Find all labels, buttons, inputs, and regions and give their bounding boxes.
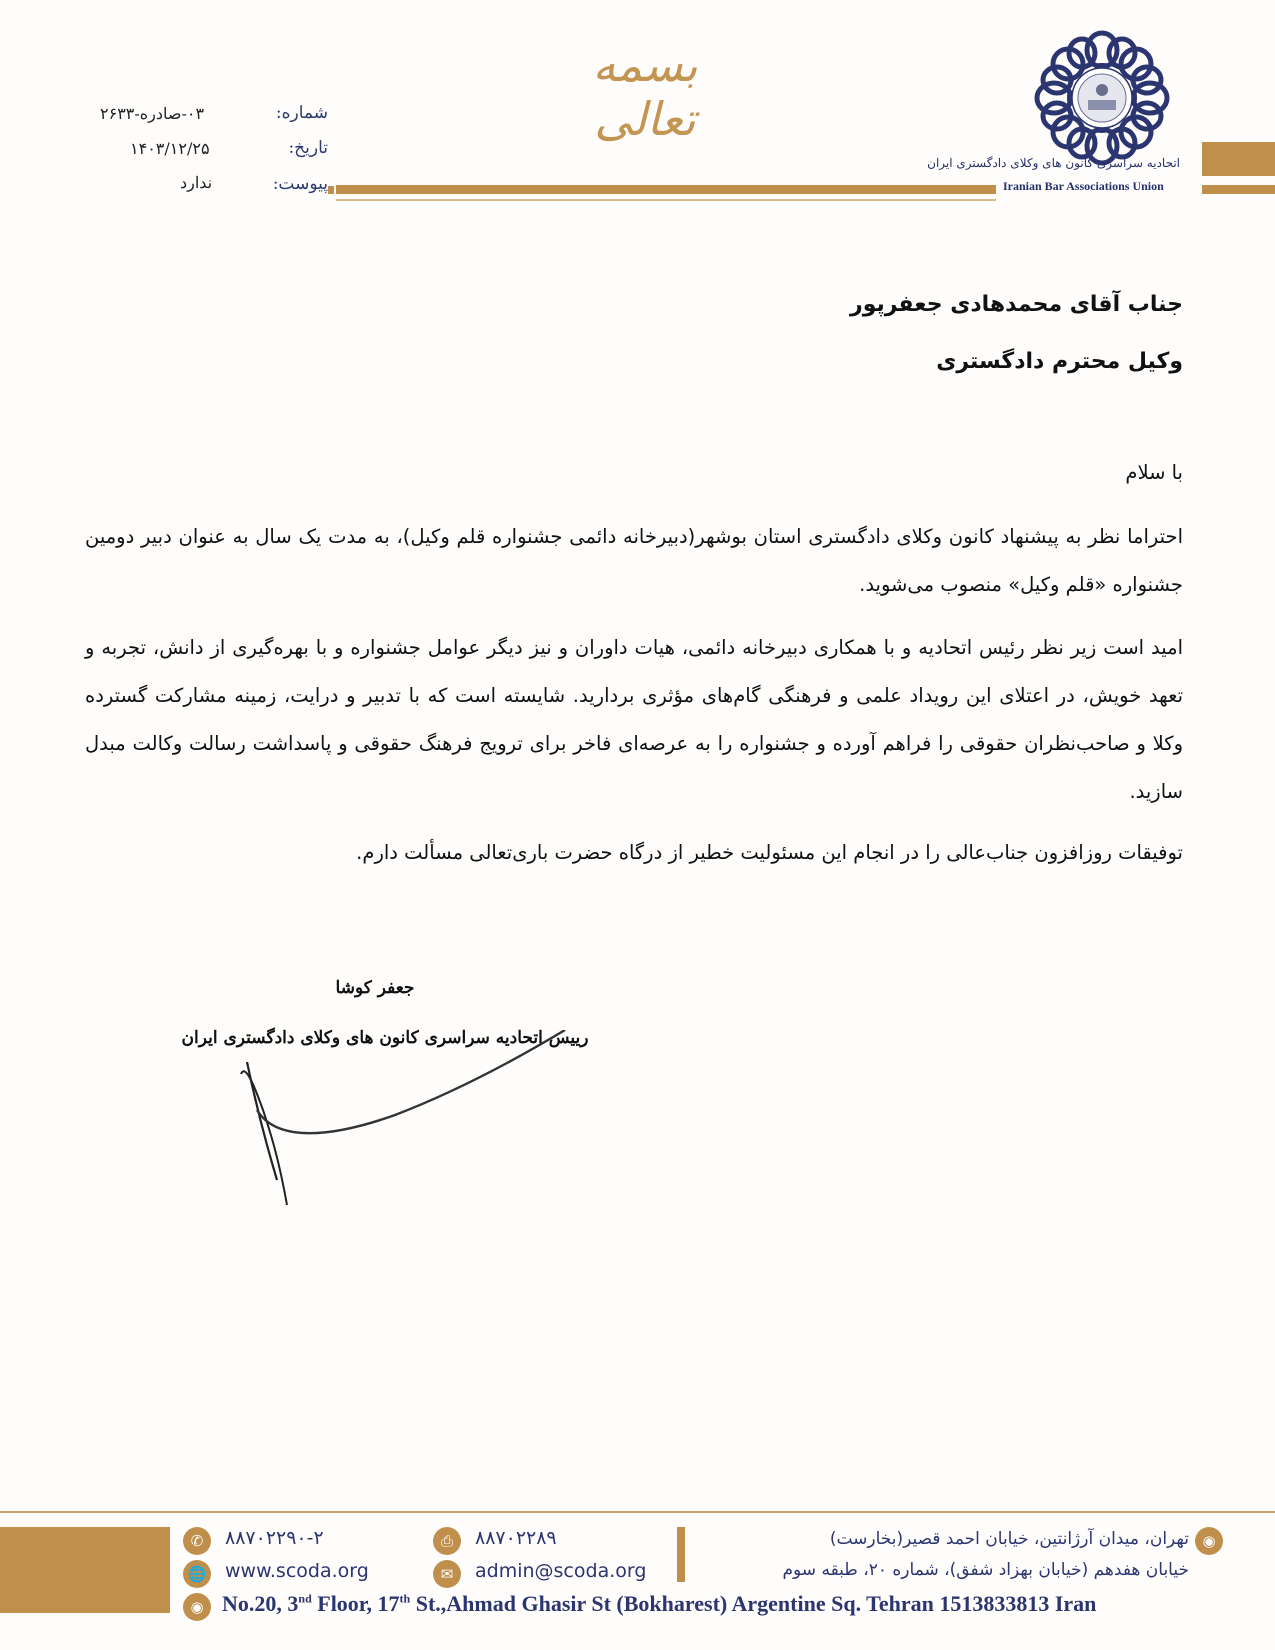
address-en-part1: No.20, 3 xyxy=(222,1591,299,1616)
footer-divider xyxy=(0,1511,1275,1513)
footer-left-block xyxy=(0,1527,170,1613)
header-main-bar xyxy=(336,185,996,194)
address-en-sup2: th xyxy=(399,1591,411,1606)
signatory-title: رییس اتحادیه سراسری کانون های وکلای دادگستری ایران xyxy=(181,1028,589,1048)
recipient-name: جناب آقای محمدهادی جعفرپور xyxy=(850,292,1183,317)
bar-association-logo xyxy=(1022,28,1182,168)
meta-number-label: شماره: xyxy=(275,103,328,123)
meta-number-value: ۰۳-صادره-۲۶۳۳ xyxy=(100,104,205,123)
paragraph-closing: توفیقات روزافزون جناب‌عالی را در انجام این مسئولیت خطیر از درگاه حضرت باری‌تعالی مسألت دارم. xyxy=(356,841,1183,864)
meta-date-label: تاریخ: xyxy=(288,138,328,158)
location-pin-icon: ◉ xyxy=(1195,1527,1223,1555)
fax-icon: ⎙ xyxy=(433,1527,461,1555)
meta-attachment-label: پیوست: xyxy=(272,174,328,194)
footer-fax: ۸۸۷۰۲۲۸۹ xyxy=(475,1527,557,1549)
footer-phone: ۸۸۷۰۲۲۹۰-۲ xyxy=(225,1527,324,1549)
phone-icon: ✆ xyxy=(183,1527,211,1555)
footer-separator xyxy=(677,1527,685,1582)
meta-attachment-value: ندارد xyxy=(180,173,213,192)
footer xyxy=(0,1505,1275,1650)
meta-date-value: ۱۴۰۳/۱۲/۲۵ xyxy=(130,139,210,158)
header-left-marker xyxy=(328,186,334,194)
footer-address-fa-line1: تهران، میدان آرژانتین، خیابان احمد قصیر(بخارست) xyxy=(829,1529,1189,1549)
address-en-part2: Floor, 17 xyxy=(311,1591,400,1616)
footer-address-en xyxy=(222,1591,1096,1617)
signatory-name: جعفر کوشا xyxy=(335,978,415,998)
basmala: بسمه تعالی xyxy=(592,38,698,146)
rosette-emblem-icon xyxy=(1022,28,1182,168)
address-en-part3: St.,Ahmad Ghasir St (Bokharest) Argentine Sq. Tehran 1513833813 Iran xyxy=(410,1591,1097,1616)
footer-address-fa-line2: خیابان هفدهم (خیابان بهزاد شفق)، شماره ۲۰، طبقه سوم xyxy=(782,1560,1189,1580)
letterhead xyxy=(0,0,1275,210)
location-pin-icon: ◉ xyxy=(183,1593,211,1621)
logo-name-fa: اتحادیه سراسری کانون های وکلای دادگستری ایران xyxy=(927,156,1180,170)
address-en-sup1: nd xyxy=(298,1591,312,1606)
paragraph-appointment: احتراما نظر به پیشنهاد کانون وکلای دادگستری استان بوشهر(دبیرخانه دائمی جشنواره قلم وکیل)، به مدت یک سال به عنوان دبیر دومین جشنواره «قلم وکیل» منصوب می‌شوید. xyxy=(85,525,1183,596)
recipient-title: وکیل محترم دادگستری xyxy=(936,349,1183,374)
header-right-bar xyxy=(1202,142,1275,176)
logo-name-en: Iranian Bar Associations Union xyxy=(1003,179,1164,193)
greeting: با سلام xyxy=(1125,461,1183,484)
header-thin-line xyxy=(336,199,996,201)
email-icon: ✉ xyxy=(433,1560,461,1588)
handwritten-signature xyxy=(235,1030,575,1210)
paragraph-expectations: امید است زیر نظر رئیس اتحادیه و با همکاری دبیرخانه دائمی، هیات داوران و نیز دیگر عوامل جشنواره و با بهره‌گیری از دانش، تجربه و تعهد خویش، در اعتلای این رویداد علمی و فرهنگی گام‌های مؤثری بردارید. شایسته است که با تدبیر و درایت، زمینه مشارکت گسترده وکلا و صاحب‌نظران حقوقی را فراهم آورده و جشنواره را به عرصه‌ای فاخر برای ترویج فرهنگ حقوقی و پاسداشت رسالت وکالت مبدل سازید. xyxy=(85,636,1183,803)
footer-website[interactable]: www.scoda.org xyxy=(225,1560,369,1582)
globe-icon: 🌐 xyxy=(183,1560,211,1588)
footer-email[interactable]: admin@scoda.org xyxy=(475,1560,647,1582)
header-right-thin-bar xyxy=(1202,185,1275,194)
